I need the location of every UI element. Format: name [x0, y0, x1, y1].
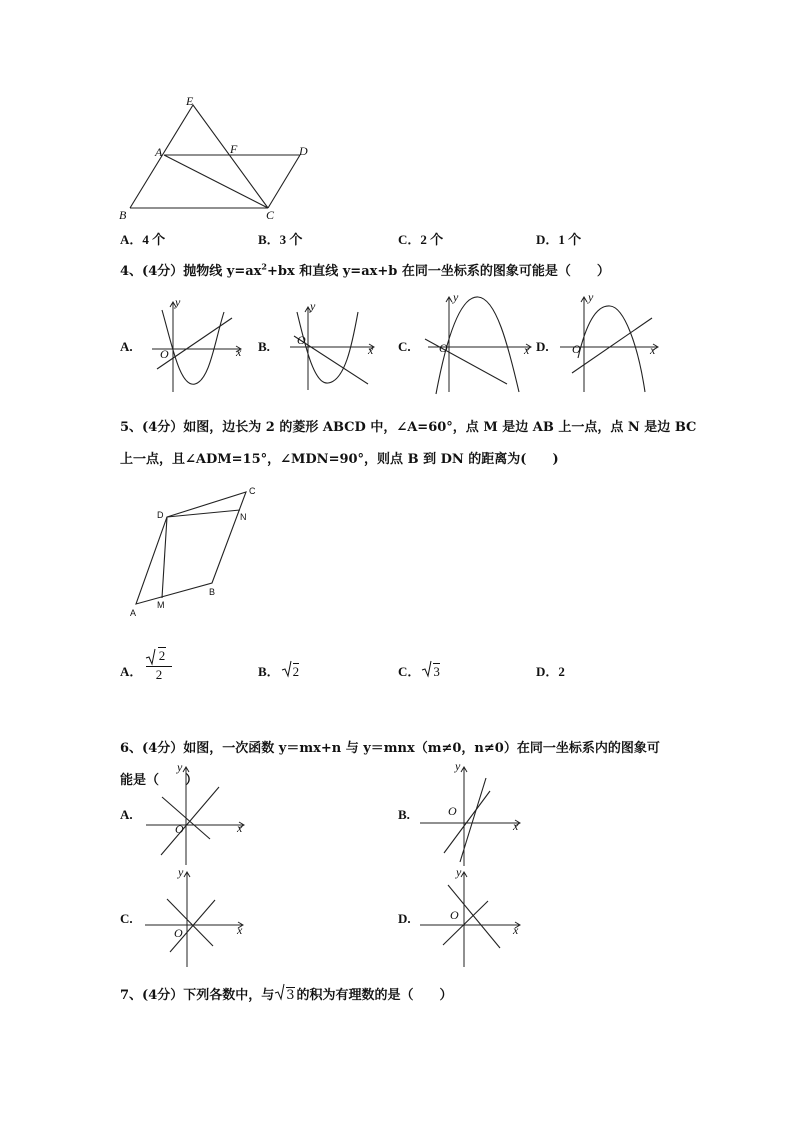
q3-label-d: D [299, 144, 308, 158]
q6b-y: y [455, 759, 461, 773]
q3-option-d[interactable]: D．1 个 [536, 232, 582, 247]
q3-label-a: A [155, 145, 163, 159]
q4b-o: O [297, 333, 306, 347]
q4c-o: O [439, 341, 448, 355]
q3-option-b[interactable]: B．3 个 [258, 232, 303, 247]
q6c-x: x [237, 923, 243, 937]
q5-label-b: B [209, 587, 216, 597]
q7-stem: 7、(4分）下列各数中，与 3 的积为有理数的是（ ） [120, 984, 453, 1003]
q4a-x: x [236, 345, 242, 359]
q6-option-b[interactable]: B. [398, 807, 410, 822]
q6c-y: y [178, 865, 184, 879]
q6-option-d[interactable]: D. [398, 911, 411, 926]
q4a-o: O [160, 347, 169, 361]
q5-option-c[interactable]: C． 3 [398, 661, 440, 680]
q4b-x: x [368, 343, 374, 357]
q4-option-b[interactable]: B. [258, 339, 270, 354]
q6a-x: x [237, 821, 243, 835]
q4-option-a[interactable]: A. [120, 339, 133, 354]
q3-option-a[interactable]: A．4 个 [120, 232, 166, 247]
q6-option-c[interactable]: C. [120, 911, 133, 926]
q5-label-m: M [157, 600, 165, 610]
q3-label-c: C [266, 208, 275, 222]
q5-stem-line1: 5、(4分）如图，边长为 2 的菱形 ABCD 中，∠A=60°，点 M 是边 AB 上一点，点 N 是边 BC [120, 420, 697, 435]
q4d-o: O [572, 342, 581, 356]
q4d-x: x [650, 343, 656, 357]
q5-label-c: C [249, 486, 256, 496]
q6d-o: O [450, 908, 459, 922]
q6-stem-line1: 6、(4分）如图，一次函数 y＝mx+n 与 y＝mnx（m≠0，n≠0）在同一坐标系内的图象可 [120, 741, 660, 756]
q6b-o: O [448, 804, 457, 818]
q4c-x: x [524, 343, 530, 357]
q5-label-d: D [157, 510, 164, 520]
q3-label-e: E [186, 94, 194, 108]
q6d-x: x [513, 923, 519, 937]
q4-option-c[interactable]: C. [398, 339, 411, 354]
q4-option-d[interactable]: D. [536, 339, 549, 354]
q6a-o: O [175, 822, 184, 836]
q6c-o: O [174, 926, 183, 940]
q4a-y: y [175, 295, 181, 309]
q5-label-a: A [130, 608, 137, 618]
q6a-y: y [177, 760, 183, 774]
q5-option-a[interactable]: A． [120, 664, 143, 679]
q4c-y: y [453, 290, 459, 304]
q6b-x: x [513, 819, 519, 833]
q4b-y: y [310, 299, 316, 313]
q6d-y: y [456, 865, 462, 879]
q3-option-c[interactable]: C．2 个 [398, 232, 444, 247]
q3-label-b: B [119, 208, 127, 222]
q6-stem-line2: 能是（ ） [120, 773, 199, 788]
q3-label-f: F [230, 142, 238, 156]
q5-stem-line2: 上一点，且∠ADM=15°，∠MDN=90°，则点 B 到 DN 的距离为( ) [120, 452, 559, 467]
q4d-y: y [588, 290, 594, 304]
q5-option-a-fraction: 2 2 [146, 648, 172, 683]
q5-option-d[interactable]: D．2 [536, 664, 565, 679]
q5-option-b[interactable]: B． 2 [258, 661, 299, 680]
q5-label-n: N [240, 512, 247, 522]
q4-stem: 4、(4分）抛物线 $y=ax^2+bx$ 和直线 y=ax+b 在同一坐标系的图象可能是（ ） [120, 261, 610, 279]
q6-option-a[interactable]: A. [120, 807, 133, 822]
